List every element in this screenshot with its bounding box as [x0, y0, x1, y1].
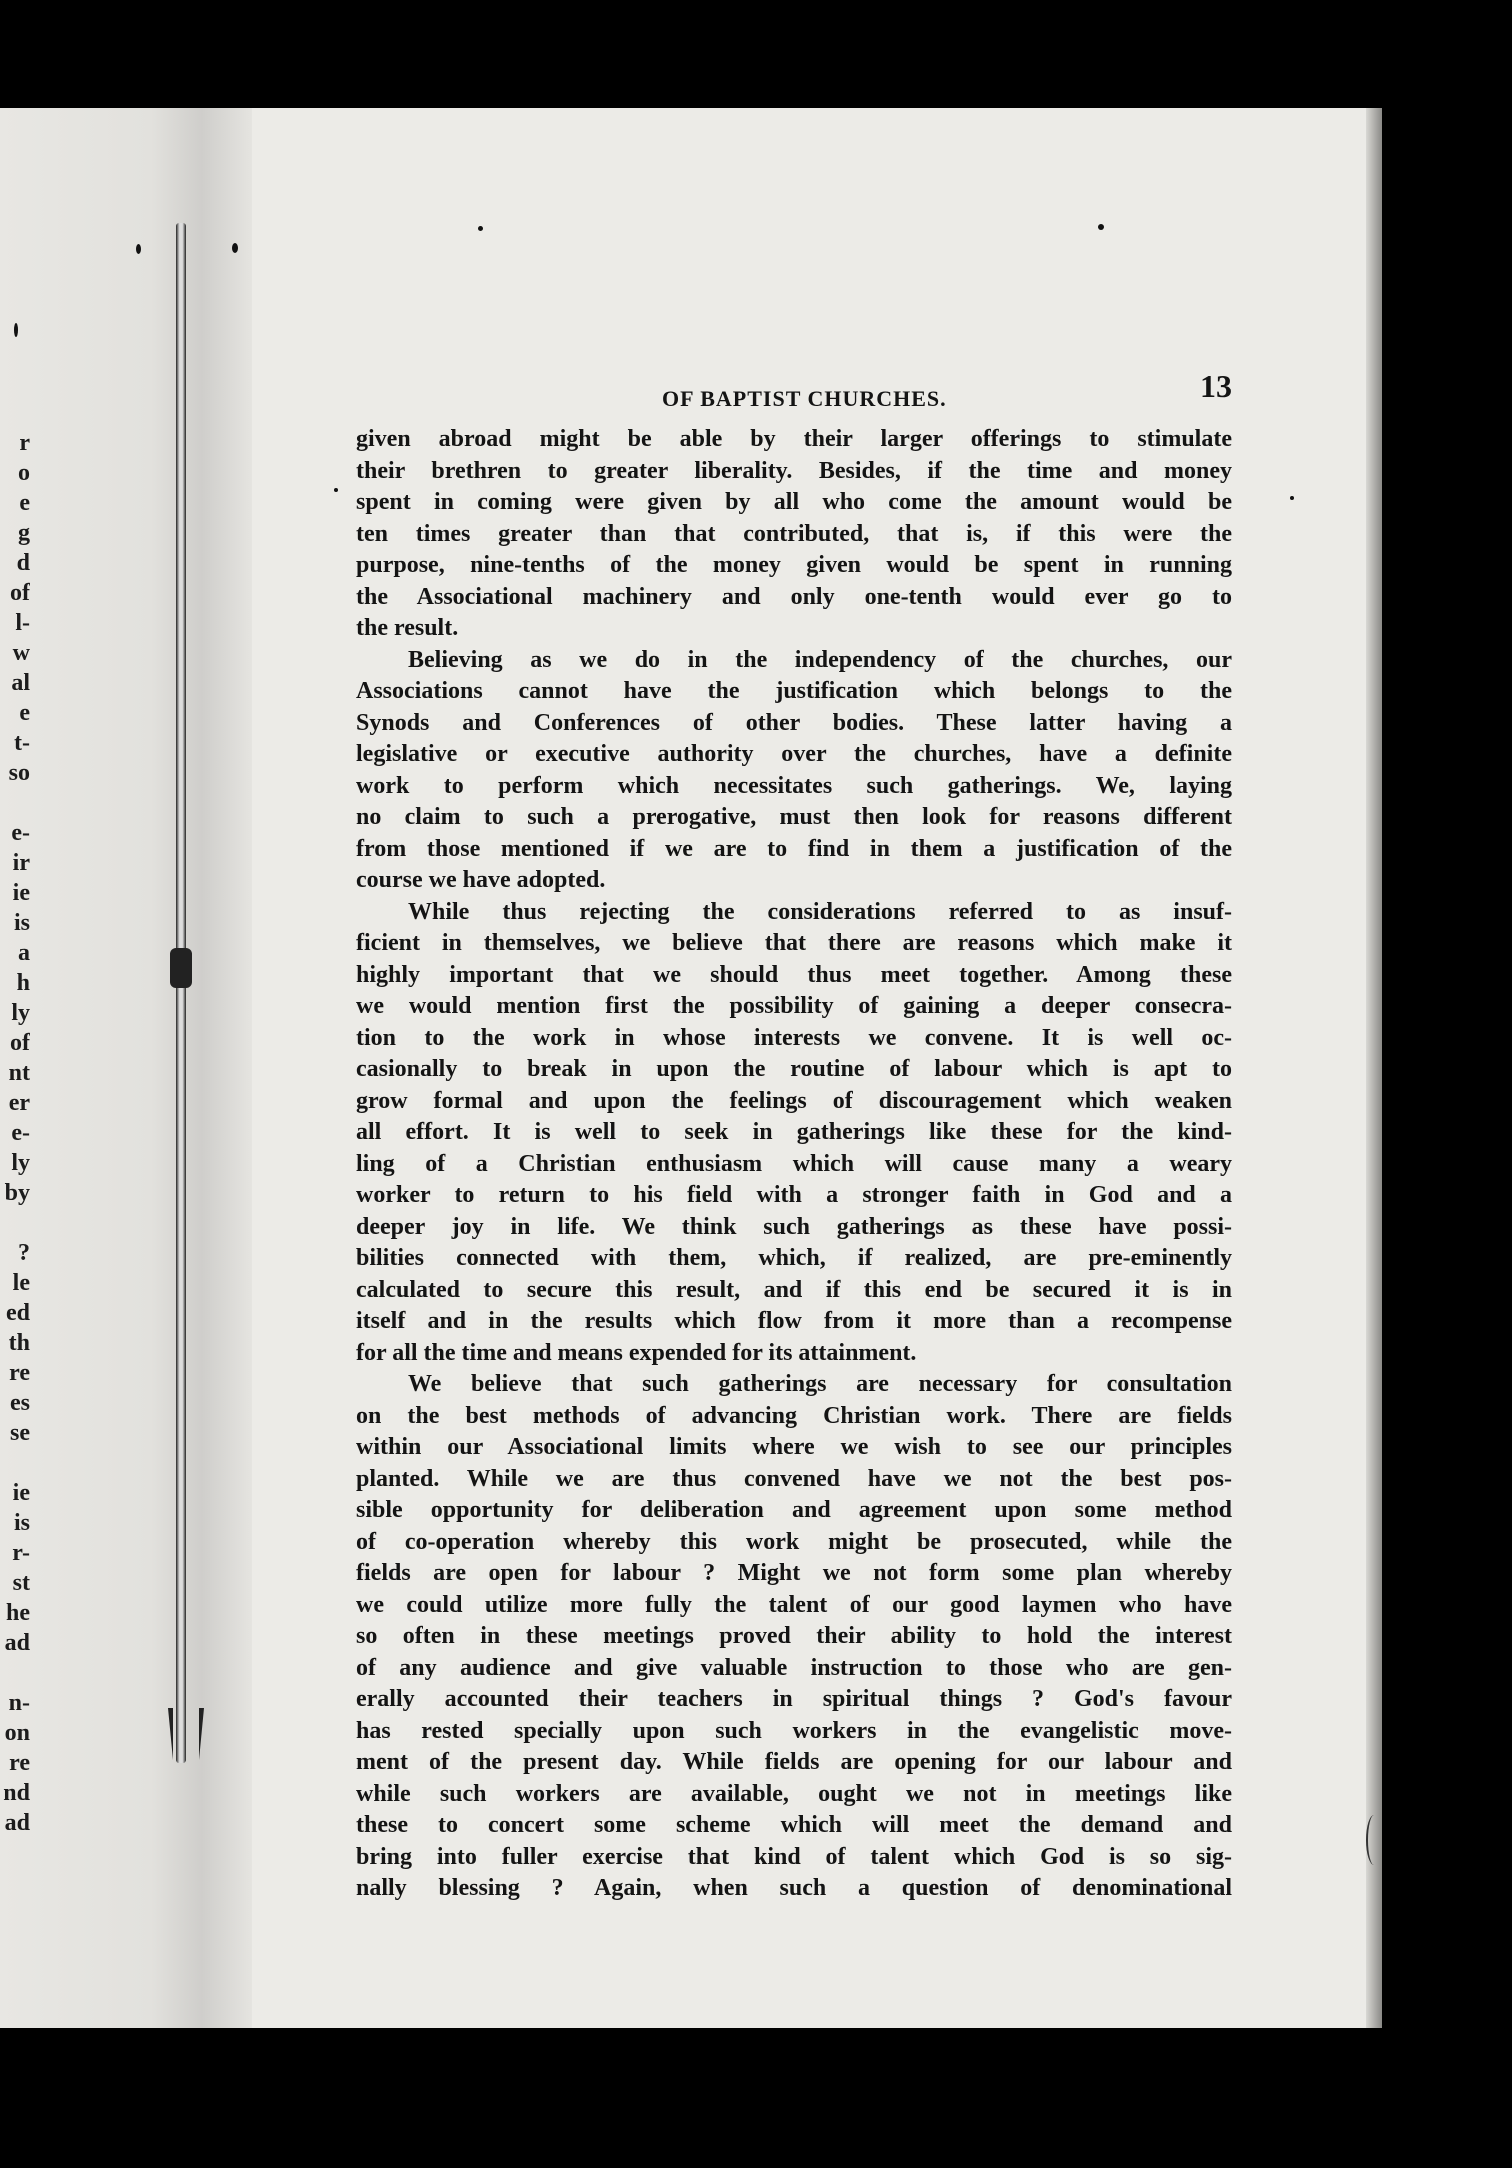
page-number: 13 — [1200, 368, 1232, 404]
facing-page-fragment: is — [13, 910, 30, 936]
ink-speck — [14, 323, 18, 337]
text-line: sible opportunity for deliberation and agreement upon some method — [356, 1497, 1232, 1523]
facing-page-fragment: st — [12, 1570, 30, 1596]
text-line: all effort. It is well to seek in gatherings like these for the kind- — [356, 1119, 1232, 1145]
book-page — [356, 368, 1232, 1905]
paragraph — [356, 1369, 1232, 1905]
facing-page-fragment: g — [18, 520, 30, 546]
text-line: we would mention first the possibility of gaining a deeper consecra- — [356, 993, 1232, 1019]
facing-page-fragment: by — [4, 1180, 30, 1206]
text-line: on the best methods of advancing Christian work. There are fields — [356, 1402, 1232, 1429]
facing-page-fragment: of — [10, 1030, 30, 1056]
text-line: course we have adopted. — [356, 867, 606, 893]
text-line: fields are open for labour ? Might we not form some plan whereby — [356, 1560, 1232, 1586]
facing-page-fragment: r- — [12, 1540, 30, 1566]
text-line: erally accounted their teachers in spiritual things ? God's favour — [356, 1686, 1232, 1712]
facing-page-fragment: ? — [18, 1240, 30, 1266]
facing-page-fragment: e — [19, 700, 30, 726]
text-line: tion to the work in whose interests we convene. It is well oc- — [356, 1024, 1232, 1051]
facing-page-fragment: a — [18, 940, 30, 966]
text-line: ten times greater than that contributed, that is, if this were the — [356, 520, 1232, 547]
text-line: ment of the present day. While fields are opening for our labour and — [356, 1749, 1232, 1775]
facing-page-fragment: n- — [8, 1690, 30, 1716]
page-edge-mark — [1366, 1815, 1382, 1865]
facing-page-fragment: nd — [3, 1780, 30, 1806]
facing-page-fragment: ie — [12, 880, 30, 906]
facing-page-fragment: of — [10, 580, 30, 606]
ink-speck — [1098, 224, 1104, 230]
facing-page-fragment: re — [9, 1750, 30, 1776]
facing-page-fragment: d — [16, 550, 30, 576]
text-line: no claim to such a prerogative, must then look for reasons different — [356, 804, 1232, 830]
text-line: While thus rejecting the considerations referred to as insuf- — [408, 898, 1232, 925]
facing-page-fragment: le — [12, 1270, 30, 1296]
body-text — [356, 424, 1232, 1905]
page-edge-shadow — [1366, 108, 1382, 2028]
facing-page-fragment: es — [10, 1390, 30, 1416]
text-line: within our Associational limits where we wish to see our principles — [356, 1434, 1232, 1460]
facing-page-fragment: al — [11, 670, 30, 696]
facing-page-fragment: e — [19, 490, 30, 516]
facing-page-fragment: ed — [6, 1300, 30, 1326]
facing-page-fragment: t- — [14, 730, 30, 756]
text-line: while such workers are available, ought we not in meetings like — [356, 1780, 1232, 1807]
facing-page-fragment — [0, 1208, 30, 1238]
text-line: spent in coming were given by all who come the amount would be — [356, 489, 1232, 515]
text-line: for all the time and means expended for its attainment. — [356, 1339, 917, 1366]
binding-thread-end — [168, 1708, 204, 1858]
text-line: the Associational machinery and only one-tenth would ever go to — [356, 583, 1232, 610]
facing-page-fragment — [0, 1448, 30, 1478]
facing-page-fragment — [0, 788, 30, 818]
text-line: calculated to secure this result, and if this end be secured it is in — [356, 1276, 1232, 1303]
ink-speck — [1290, 496, 1294, 500]
text-line: grow formal and upon the feelings of discouragement which weaken — [356, 1087, 1232, 1114]
facing-page-fragment: th — [8, 1330, 30, 1356]
facing-page-fragment: w — [12, 640, 30, 666]
facing-page-fragment: ie — [12, 1480, 30, 1506]
facing-page-fragment: he — [6, 1600, 30, 1626]
binding-thread — [176, 223, 186, 1763]
text-line: itself and in the results which flow from it more than a recompense — [356, 1308, 1232, 1334]
text-line: deeper joy in life. We think such gatherings as these have possi- — [356, 1213, 1232, 1240]
scanned-page — [0, 108, 1382, 2028]
text-line: worker to return to his field with a stronger faith in God and a — [356, 1182, 1232, 1208]
text-line: has rested specially upon such workers in the evangelistic move- — [356, 1717, 1232, 1744]
facing-page-fragment: re — [9, 1360, 30, 1386]
text-line: bilities connected with them, which, if realized, are pre-eminently — [356, 1245, 1232, 1271]
text-line: of co-operation whereby this work might be prosecuted, while the — [356, 1528, 1232, 1555]
text-line: We believe that such gatherings are necessary for consultation — [408, 1371, 1232, 1397]
text-line: from those mentioned if we are to find in them a justification of the — [356, 835, 1232, 862]
text-line: ling of a Christian enthusiasm which will cause many a weary — [356, 1150, 1232, 1177]
text-line: these to concert some scheme which will meet the demand and — [356, 1812, 1232, 1838]
text-line: the result. — [356, 615, 459, 641]
facing-page-fragment: e- — [11, 1120, 30, 1146]
text-line: casionally to break in upon the routine of labour which is apt to — [356, 1056, 1232, 1082]
facing-page-fragment: o — [18, 460, 30, 486]
ink-speck — [136, 244, 141, 254]
facing-page-fragments — [0, 428, 30, 1838]
facing-page-fragment: se — [10, 1420, 30, 1446]
text-line: of any audience and give valuable instruction to those who are gen- — [356, 1654, 1232, 1681]
text-line: so often in these meetings proved their ability to hold the interest — [356, 1623, 1232, 1649]
text-line: we could utilize more fully the talent of our good laymen who have — [356, 1591, 1232, 1618]
facing-page-fragment: ly — [11, 1150, 30, 1176]
facing-page-fragment: nt — [8, 1060, 30, 1086]
paragraph — [356, 424, 1232, 645]
text-line: legislative or executive authority over the churches, have a definite — [356, 741, 1232, 767]
ink-speck — [478, 226, 483, 231]
book-gutter — [0, 108, 252, 2028]
facing-page-fragment: r — [19, 430, 30, 456]
text-line: given abroad might be able by their larger offerings to stimulate — [356, 426, 1232, 452]
facing-page-fragment: ly — [11, 1000, 30, 1026]
text-line: highly important that we should thus meet together. Among these — [356, 961, 1232, 988]
ink-speck — [334, 488, 338, 492]
facing-page-fragment: h — [16, 970, 30, 996]
paragraph — [356, 897, 1232, 1370]
text-line: their brethren to greater liberality. Besides, if the time and money — [356, 457, 1232, 484]
ink-speck — [232, 243, 238, 253]
facing-page-fragment: on — [4, 1720, 30, 1746]
facing-page-fragment: ir — [12, 850, 30, 876]
facing-page-fragment — [0, 1658, 30, 1688]
text-line: Believing as we do in the independency of the churches, our — [408, 646, 1232, 673]
text-line: Synods and Conferences of other bodies. These latter having a — [356, 709, 1232, 736]
facing-page-fragment: ad — [4, 1630, 30, 1656]
text-line: nally blessing ? Again, when such a question of denominational — [356, 1875, 1232, 1901]
binding-knot — [170, 948, 192, 988]
text-line: bring into fuller exercise that kind of talent which God is so sig- — [356, 1843, 1232, 1870]
text-line: planted. While we are thus convened have we not the best pos- — [356, 1465, 1232, 1492]
running-head-title: OF BAPTIST CHURCHES. — [662, 386, 947, 411]
text-line: ficient in themselves, we believe that there are reasons which make it — [356, 930, 1232, 956]
text-line: work to perform which necessitates such gatherings. We, laying — [356, 772, 1232, 799]
text-line: purpose, nine-tenths of the money given would be spent in running — [356, 552, 1232, 578]
facing-page-fragment: is — [13, 1510, 30, 1536]
paragraph — [356, 645, 1232, 897]
facing-page-fragment: so — [8, 760, 30, 786]
facing-page-fragment: ad — [4, 1810, 30, 1836]
facing-page-fragment: er — [8, 1090, 30, 1116]
text-line: Associations cannot have the justification which belongs to the — [356, 678, 1232, 704]
facing-page-fragment: e- — [11, 820, 30, 846]
facing-page-fragment: l- — [15, 610, 30, 636]
running-head — [356, 368, 1232, 420]
